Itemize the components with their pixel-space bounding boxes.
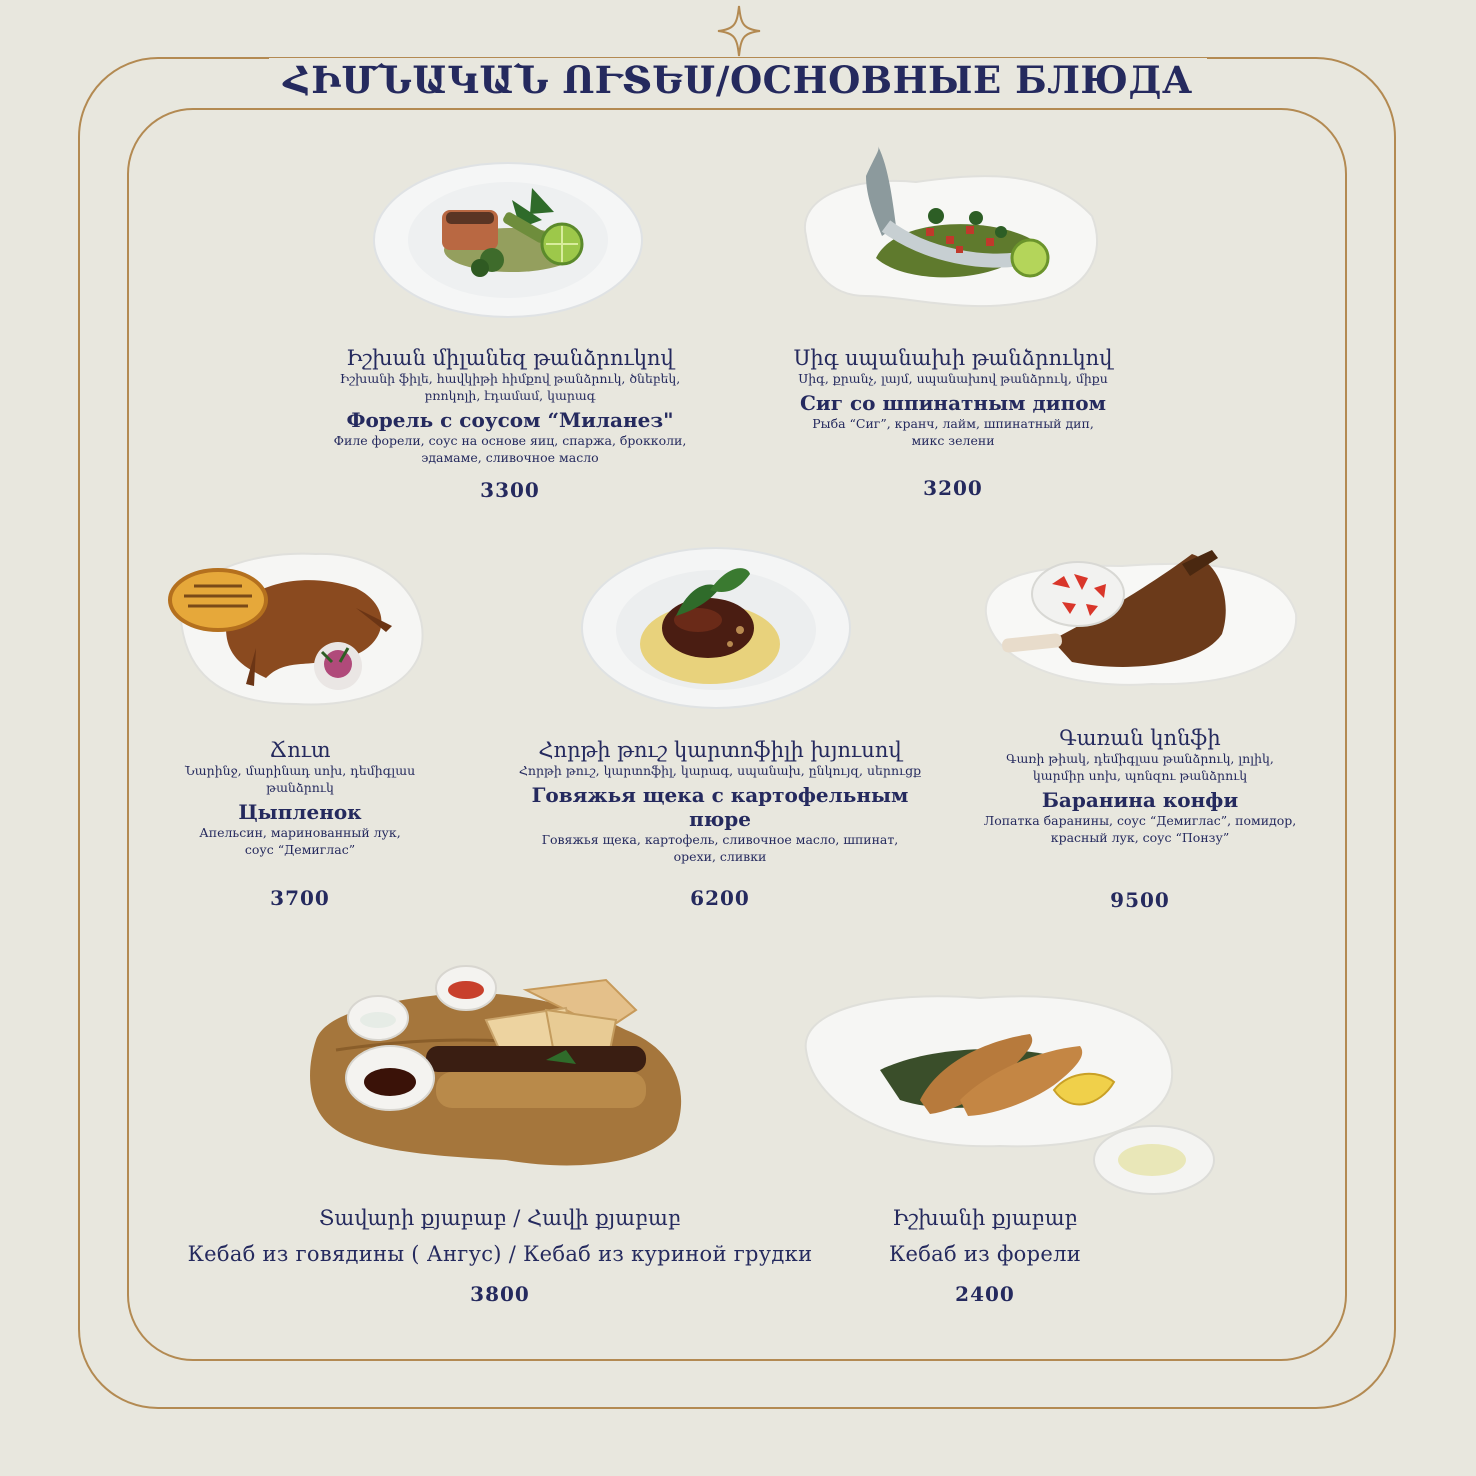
dish-desc-hy: Իշխանի ֆիլե, հավկիթի հիմքով թանձրուկ, ծնեբեկ, բռոկոլի, էդամամ, կարագ [339,371,681,403]
dish-name-ru: Кебаб из говядины ( Ангус) / Кебаб из куриной грудки [187,1242,813,1266]
dish-name-hy: Գառան կոնֆի [1059,726,1221,750]
dish-kebab-board [180,1206,820,1316]
lamb-confit-photo [982,544,1300,690]
dish-desc-ru: Говяжья щека, картофель, сливочное масло, шпинат, орехи, сливки [541,832,899,864]
dish-name-ru: Баранина конфи [1041,788,1239,812]
trout-milanese-photo [372,160,644,320]
dish-price: 3200 [923,476,983,500]
dish-name-hy: Իշխանի քյաբաբ [892,1206,1078,1230]
trout-kebab-photo [800,990,1216,1200]
dish-desc-hy: Գառի թիակ, դեմիգլաս թանձրուկ, լոլիկ, կարմիր սոխ, պոնզու թանձրուկ [1006,751,1274,783]
dish-desc-hy: Հորթի թուշ, կարտոֆիլ, կարագ, սպանախ, ընկույզ, սերուցք [518,763,922,778]
dish-chicken [150,738,450,918]
dish-name-ru: Форель с соусом “Миланез" [346,408,674,432]
dish-name-hy: Հորթի թուշ կարտոֆիլի խյուսով [538,738,902,762]
sparkle-star-icon [716,4,762,58]
kebab-board-photo [306,960,690,1174]
dish-name-ru: Цыпленок [238,800,362,824]
dish-price: 2400 [955,1282,1015,1306]
chicken-photo [166,548,428,708]
dish-desc-ru: Лопатка баранины, соус “Демиглас”, помидор, красный лук, соус “Понзу” [983,813,1297,845]
dish-desc-ru: Рыба “Сиг”, кранч, лайм, шпинатный дип, микс зелени [812,416,1094,448]
dish-desc-ru: Апельсин, маринованный лук, соус “Демиглас” [199,825,401,857]
dish-name-hy: Իշխան միլանեզ թանձրուկով [346,346,674,370]
dish-name-ru: Кебаб из форели [888,1242,1082,1266]
dish-trout-kebab [830,1206,1140,1316]
dish-trout-milanese [300,346,720,506]
dish-desc-ru: Филе форели, соус на основе яиц, спаржа, брокколи, эдамаме, сливочное масло [333,433,687,465]
dish-price: 3700 [270,886,330,910]
dish-price: 3300 [480,478,540,502]
dish-price: 9500 [1110,888,1170,912]
dish-name-ru: Сиг со шпинатным дипом [800,391,1106,415]
dish-price: 6200 [690,886,750,910]
dish-sig-spinach [760,346,1146,506]
dish-name-hy: Ճուտ [269,738,331,762]
beef-cheek-photo [580,544,852,712]
dish-lamb-confit [960,726,1320,916]
dish-name-hy: Տավարի քյաբաբ / Հավի քյաբաբ [319,1206,681,1230]
dish-name-ru: Говяжья щека с картофельным пюре [531,783,909,831]
dish-name-hy: Սիգ սպանախի թանձրուկով [793,346,1113,370]
dish-desc-hy: Սիգ, քրանչ, լայմ, սպանախով թանձրուկ, միքս [798,371,1108,386]
page-title: ՀԻՄՆԱԿԱՆ ՈՒՏԵՍ/ОСНОВНЫЕ БЛЮДА [0,58,1476,102]
dish-desc-hy: Նարինջ, մարինադ սոխ, դեմիգլաս թանձրուկ [184,763,416,795]
dish-beef-cheek [500,738,940,918]
dish-price: 3800 [470,1282,530,1306]
sig-spinach-photo [796,146,1106,314]
